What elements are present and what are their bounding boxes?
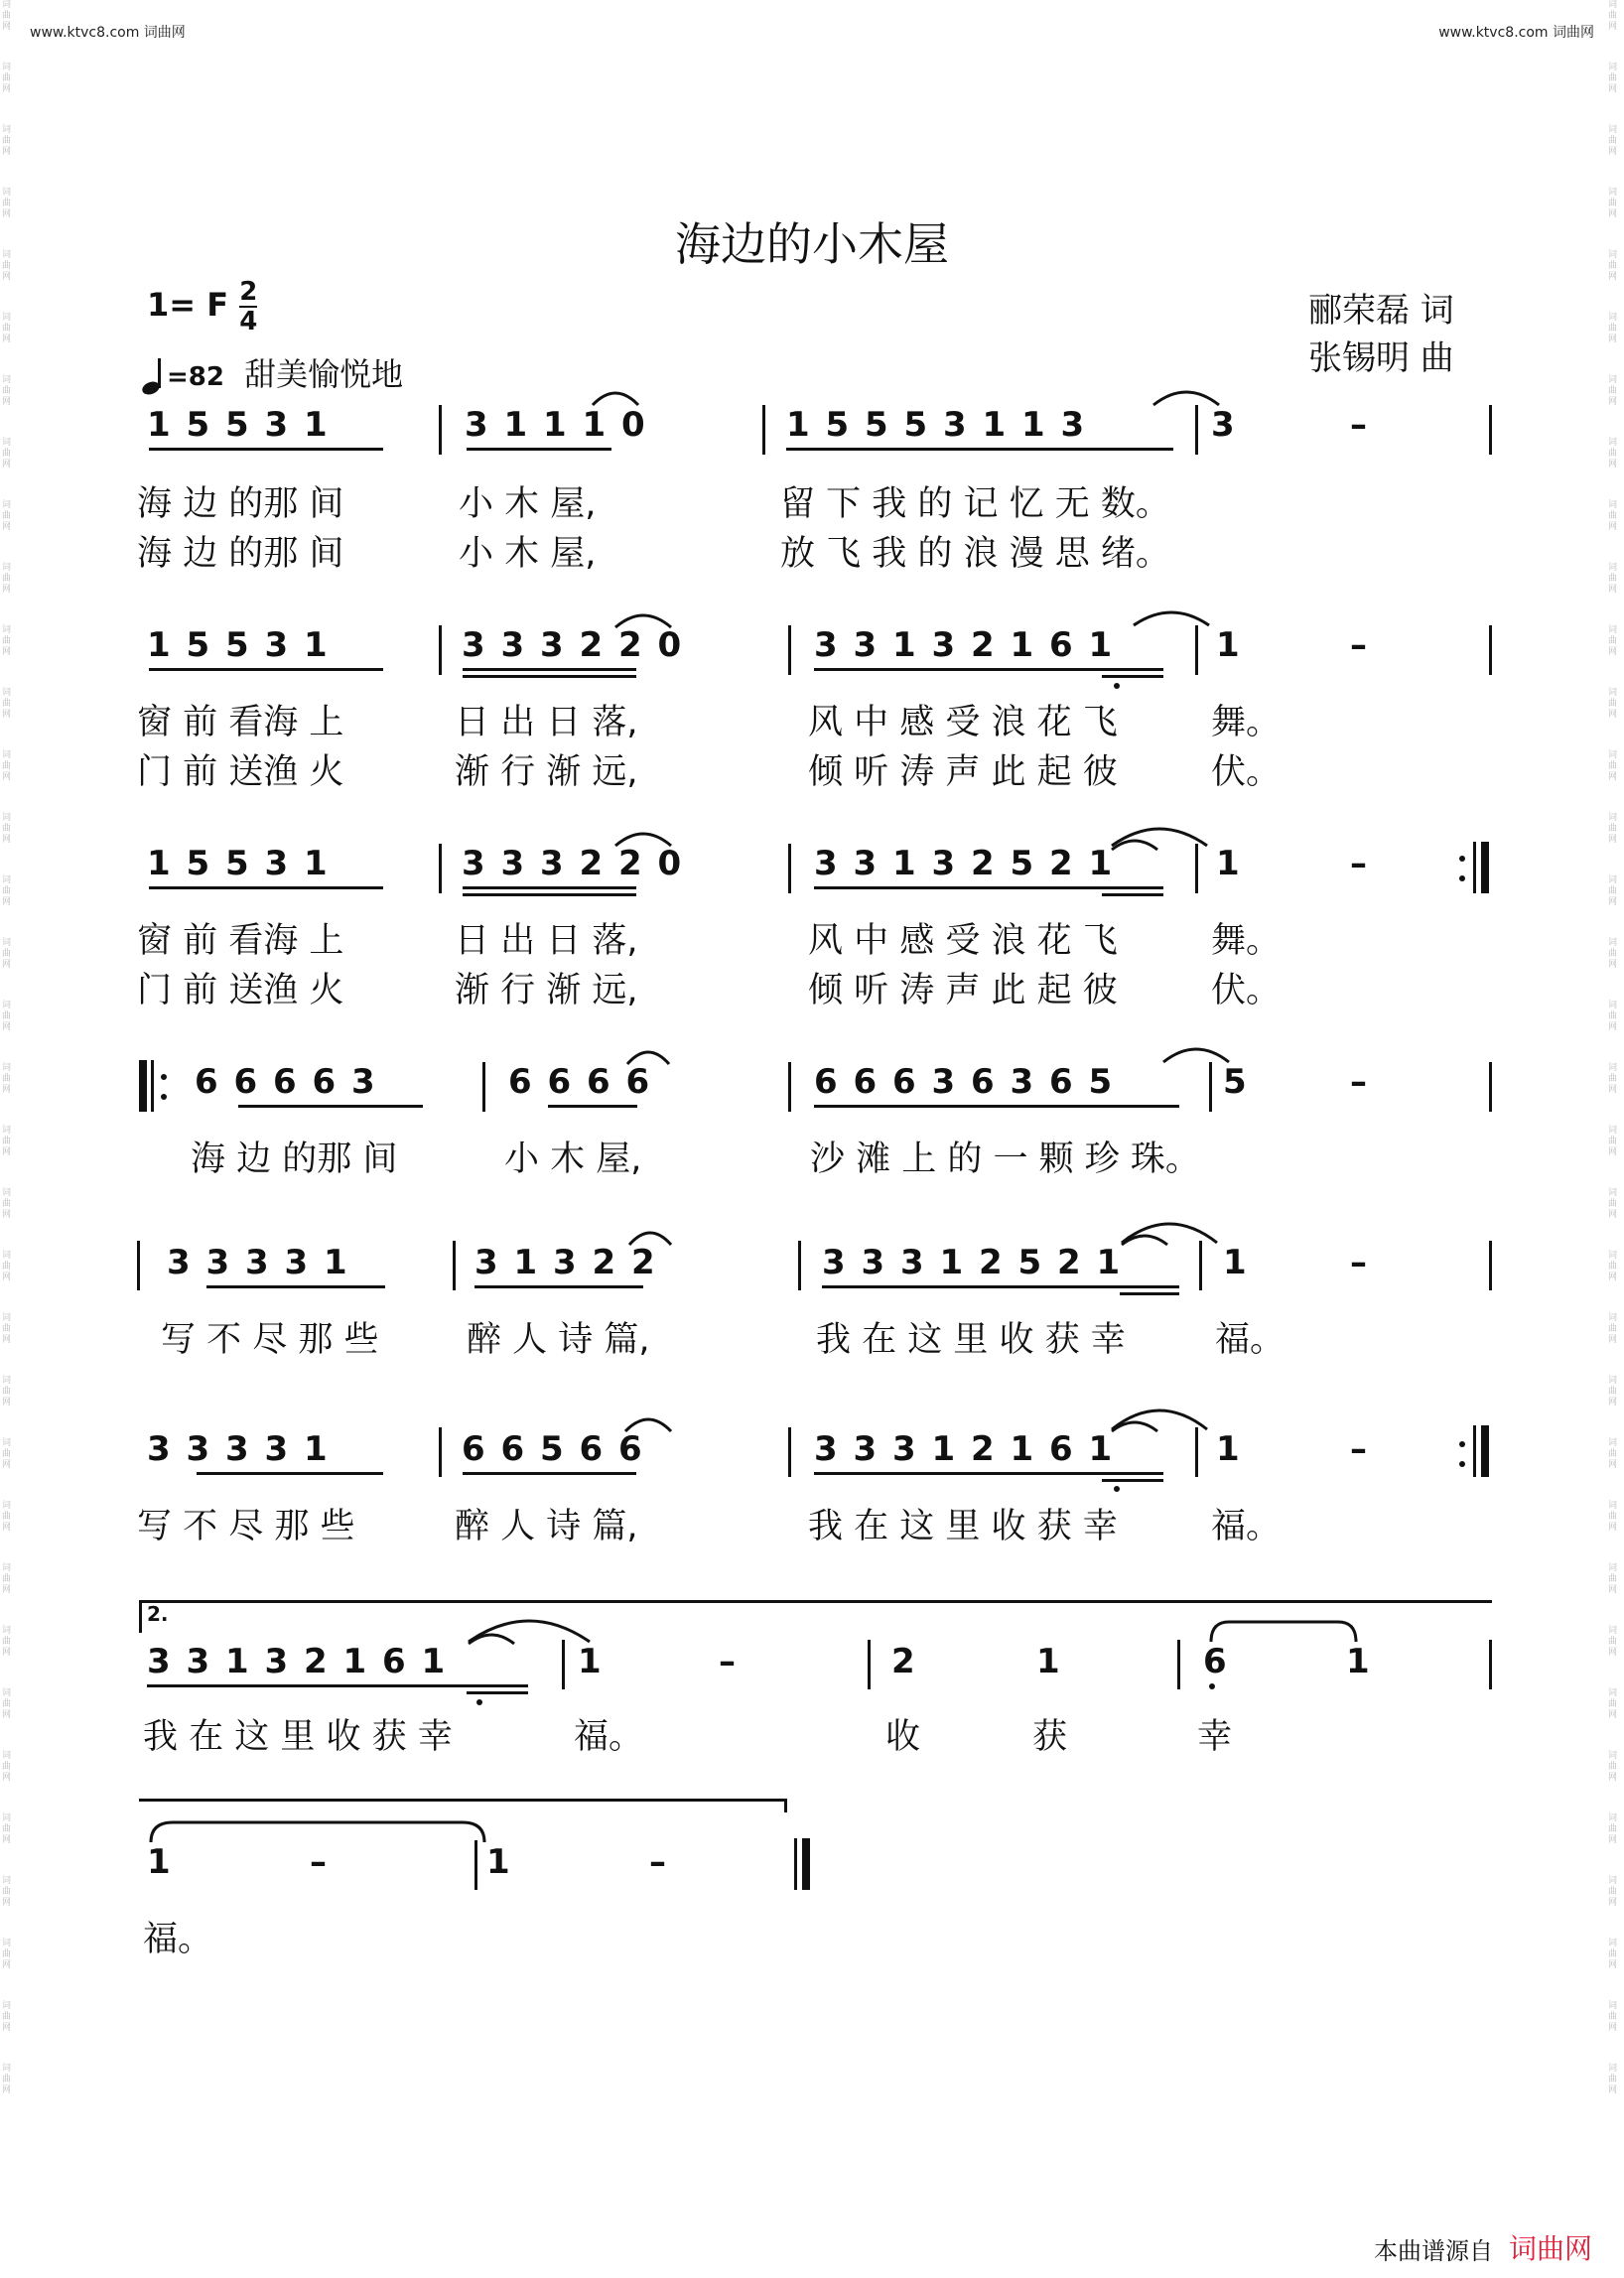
lyric-7-4: 获 [1032,1717,1068,1757]
barline [762,405,765,455]
underline-beam [149,448,383,451]
lyric-5-2: 醉 人 诗 篇, [467,1320,650,1360]
header-site-right[interactable]: www.ktvc8.com 词曲网 [1438,25,1594,41]
repeat-start-thin-bar [151,1060,154,1112]
tie-arc [627,1225,673,1247]
lyric-1-4: 海 边 的那 间 [137,534,344,574]
lyric-2-3: 风 中 感 受 浪 花 飞 [808,703,1118,742]
lyric-7-2: 福。 [574,1717,644,1757]
measure-7-3a: 2 [891,1642,917,1681]
barline [1199,1241,1202,1290]
lyric-5-3: 我 在 这 里 收 获 幸 [816,1320,1126,1360]
measure-3-4: 1 [1216,844,1242,883]
barline [474,1840,477,1890]
tie-arc [1132,605,1211,627]
lyric-4-2: 小 木 屋, [504,1139,642,1179]
measure-6-2: 6 6 5 6 6 [462,1429,644,1469]
repeat-end-thick-bar [1481,842,1489,893]
repeat-end-thick-bar [1481,1425,1489,1477]
lyric-3-6: 渐 行 渐 远, [455,971,638,1010]
lyric-7-3: 收 [885,1717,921,1757]
repeat-dot [1459,875,1465,881]
underline-beam [463,886,636,889]
barline [1195,1427,1198,1477]
slur-arc [467,1628,516,1646]
lyricist-credit: 郦荣磊 词 [1308,291,1454,331]
barline [1489,1062,1492,1112]
barline [1195,844,1198,893]
measure-7-4a: 6 [1203,1642,1229,1681]
lyric-6-2: 醉 人 诗 篇, [455,1507,638,1546]
tie-arc [623,1411,673,1433]
barline [788,844,791,893]
measure-5-1: 3 3 3 3 1 [167,1243,349,1282]
tie-arc [1161,1042,1231,1064]
measure-1-3: 1 5 5 5 3 1 1 3 [786,405,1087,445]
underline-beam [1120,1292,1179,1295]
underline-beam [463,893,636,896]
underline-beam [206,1285,385,1288]
sustain-dash: – [1350,844,1369,883]
final-thick-bar [802,1838,810,1890]
page-title: 海边的小木屋 [675,217,949,271]
underline-beam [149,668,383,671]
header-site-left[interactable]: www.ktvc8.com 词曲网 [30,25,186,41]
measure-6-1: 3 3 3 3 1 [147,1429,330,1469]
repeat-start-thick-bar [139,1060,147,1112]
measure-7-4b: 1 [1346,1642,1372,1681]
measure-8-1: 1 [147,1842,173,1882]
barline [1489,625,1492,675]
underline-beam [786,448,1173,451]
lyric-8-1: 福。 [143,1920,213,1959]
low-octave-dot [1209,1683,1215,1689]
sustain-dash: – [310,1842,329,1882]
repeat-dot [161,1094,167,1100]
lyric-2-6: 渐 行 渐 远, [455,752,638,792]
lyric-3-2: 日 出 日 落, [455,921,638,961]
tie-arc [613,607,673,629]
lyric-3-7: 倾 听 涛 声 此 起 彼 [808,971,1118,1010]
measure-5-4: 1 [1223,1243,1249,1282]
sustain-dash: – [1350,1062,1369,1102]
lyric-2-8: 伏。 [1211,752,1282,792]
barline [1195,625,1198,675]
underline-beam [1102,1479,1163,1482]
footer-source: 本曲谱源自 [1374,2237,1493,2265]
underline-beam [463,668,636,671]
lyric-4-3: 沙 滩 上 的 一 颗 珍 珠。 [810,1139,1200,1179]
barline [482,1062,485,1112]
lyric-3-4: 舞。 [1211,921,1282,961]
measure-1-2: 3 1 1 1 0 [465,405,647,445]
barline [788,1427,791,1477]
tie-arc [591,385,640,407]
underline-beam [149,886,383,889]
underline-beam [463,675,636,678]
footer-brand-link[interactable]: 词曲网 [1509,2232,1593,2265]
lyric-7-5: 幸 [1197,1717,1233,1757]
lyric-5-1: 写 不 尽 那 些 [161,1320,379,1360]
volta-continuation-line [139,1799,786,1802]
underline-beam [463,1472,636,1475]
underline-beam [467,448,611,451]
lyric-6-1: 写 不 尽 那 些 [137,1507,355,1546]
lyric-1-5: 小 木 屋, [459,534,597,574]
underline-beam [548,1105,637,1108]
sustain-dash: – [1350,405,1369,445]
measure-1-1: 1 5 5 3 1 [147,405,330,445]
sustain-dash: – [1350,1243,1369,1282]
lyric-1-1: 海 边 的那 间 [137,484,344,524]
low-octave-dot [1114,683,1120,689]
underline-beam [147,1684,528,1687]
measure-5-3: 3 3 3 1 2 5 2 1 [822,1243,1123,1282]
measure-1-4: 3 [1211,405,1237,445]
measure-8-2: 1 [486,1842,512,1882]
lyric-3-8: 伏。 [1211,971,1282,1010]
tie-arc [613,826,673,848]
measure-7-2: 1 [578,1642,604,1681]
barline [439,405,442,455]
lyric-1-3: 留 下 我 的 记 忆 无 数。 [780,484,1170,524]
sustain-dash: – [1350,625,1369,665]
repeat-dot [1459,1461,1465,1467]
lyric-1-2: 小 木 屋, [459,484,597,524]
repeat-dot [161,1074,167,1080]
measure-3-3: 3 3 1 3 2 5 2 1 [814,844,1115,883]
barline [1489,1241,1492,1290]
lyric-2-4: 舞。 [1211,703,1282,742]
underline-beam [238,1105,423,1108]
underline-beam [467,1691,528,1694]
lyric-4-1: 海 边 的那 间 [191,1139,398,1179]
repeat-end-thin-bar [1473,842,1476,893]
tempo-marking: =82 甜美愉悦地 [141,349,403,396]
underline-beam [814,1105,1179,1108]
lyric-5-4: 福。 [1215,1320,1286,1360]
lyric-3-5: 门 前 送渔 火 [137,971,344,1010]
tie-arc [625,1044,671,1066]
repeat-dot [1459,1441,1465,1447]
lyric-6-4: 福。 [1211,1507,1282,1546]
measure-6-3: 3 3 3 1 2 1 6 1 [814,1429,1115,1469]
repeat-dot [1459,856,1465,862]
underline-beam [814,668,1163,671]
barline [798,1241,801,1290]
sustain-dash: – [649,1842,668,1882]
measure-5-2: 3 1 3 2 2 [474,1243,657,1282]
barline [1489,405,1492,455]
measure-2-2: 3 3 3 2 2 0 [462,625,684,665]
measure-3-1: 1 5 5 3 1 [147,844,330,883]
sustain-dash: – [719,1642,738,1681]
underline-beam [1102,893,1163,896]
lyric-3-3: 风 中 感 受 浪 花 飞 [808,921,1118,961]
barline [439,844,442,893]
lyric-2-5: 门 前 送渔 火 [137,752,344,792]
measure-4-3: 6 6 6 3 6 3 6 5 [814,1062,1115,1102]
lyric-2-1: 窗 前 看海 上 [137,703,344,742]
barline [1177,1640,1180,1689]
underline-beam [1102,675,1163,678]
barline [868,1640,871,1689]
lyric-1-6: 放 飞 我 的 浪 漫 思 绪。 [780,534,1170,574]
measure-6-4: 1 [1216,1429,1242,1469]
slur-arc [1110,1415,1159,1433]
composer-credit: 张锡明 曲 [1308,338,1454,378]
lyric-2-7: 倾 听 涛 声 此 起 彼 [808,752,1118,792]
slur-arc [1120,1229,1169,1247]
underline-beam [814,1472,1163,1475]
sustain-dash: – [1350,1429,1369,1469]
barline [439,1427,442,1477]
barline [562,1640,565,1689]
volta-tick [784,1799,787,1812]
underline-beam [474,1285,643,1288]
barline [439,625,442,675]
lyric-6-3: 我 在 这 里 收 获 幸 [808,1507,1118,1546]
measure-2-1: 1 5 5 3 1 [147,625,330,665]
measure-4-2: 6 6 6 6 [508,1062,652,1102]
right-watermark-strip: 词曲网 词曲网 词曲网 词曲网 词曲网 词曲网 词曲网 词曲网 词曲网 词曲网 词曲网 词曲网 词曲网 词曲网 词曲网 词曲网 词曲网 词曲网 词曲网 词曲网 词曲网 词曲网 词曲网 词曲网 词曲网 词曲网 词曲网 词曲网 词曲网 词曲网 词曲网 词曲网 词曲网 词曲网 [1608,0,1618,2095]
barline [137,1241,140,1290]
lyric-7-1: 我 在 这 里 收 获 幸 [143,1717,453,1757]
key-signature: 1= F $\frac{2}{4}$ [147,277,258,336]
measure-2-4: 1 [1216,625,1242,665]
barline [1489,1640,1492,1689]
tie-arc [1151,385,1221,407]
underline-beam [197,1472,383,1475]
measure-2-3: 3 3 1 3 2 1 6 1 [814,625,1115,665]
repeat-end-thin-bar [1473,1425,1476,1477]
low-octave-dot [1114,1486,1120,1492]
barline [1195,405,1198,455]
underline-beam [822,1285,1179,1288]
barline [788,625,791,675]
measure-3-2: 3 3 3 2 2 0 [462,844,684,883]
slur-arc [1110,834,1159,852]
time-signature: $\frac{2}{4}$ [239,277,258,336]
tie-arc [149,1816,486,1844]
underline-beam [814,886,1163,889]
barline [1209,1062,1212,1112]
measure-4-1: 6 6 6 6 3 [195,1062,377,1102]
lyric-2-2: 日 出 日 落, [455,703,638,742]
tie-arc [1209,1618,1358,1644]
low-octave-dot [476,1699,482,1705]
barline [453,1241,456,1290]
quarter-note-icon [141,356,167,396]
measure-7-1: 3 3 1 3 2 1 6 1 [147,1642,448,1681]
final-thin-bar [794,1838,797,1890]
lyric-3-1: 窗 前 看海 上 [137,921,344,961]
barline [788,1062,791,1112]
measure-7-3b: 1 [1036,1642,1062,1681]
volta-label: 2. [147,1602,169,1626]
left-watermark-strip: 词曲网 词曲网 词曲网 词曲网 词曲网 词曲网 词曲网 词曲网 词曲网 词曲网 词曲网 词曲网 词曲网 词曲网 词曲网 词曲网 词曲网 词曲网 词曲网 词曲网 词曲网 词曲网 词曲网 词曲网 词曲网 词曲网 词曲网 词曲网 词曲网 词曲网 词曲网 词曲网 词曲网 词曲网 [2,0,12,2095]
measure-4-4: 5 [1223,1062,1249,1102]
